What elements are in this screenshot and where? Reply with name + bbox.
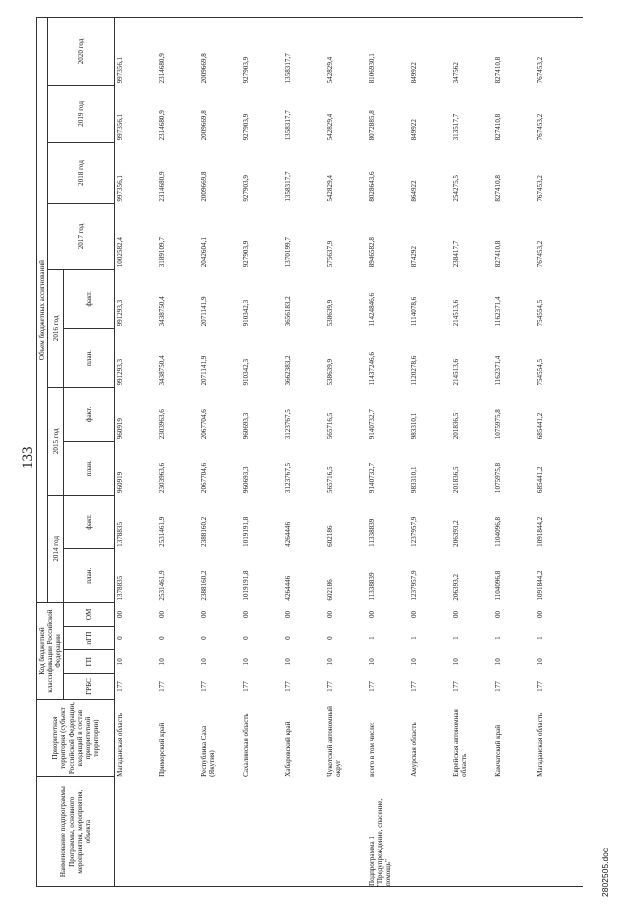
row-2016-plan: 3438750,4 — [158, 355, 167, 386]
row-code-om: 00 — [116, 610, 125, 618]
row-code-pgp: 0 — [242, 636, 251, 640]
row-2014-fact: 1237957,9 — [410, 516, 419, 547]
header-code-grbs: ГРБС — [64, 674, 115, 700]
row-2015-plan: 201836,5 — [452, 466, 461, 494]
row-2018: 2314680,9 — [158, 171, 167, 202]
document-filename-footer: 2802505.doc — [600, 847, 610, 897]
row-program-name — [535, 777, 583, 887]
row-code-pgp: 0 — [284, 636, 293, 640]
row-2015-fact: 983310,1 — [410, 412, 419, 440]
row-2016-fact: 538639,9 — [326, 299, 335, 327]
row-code-pgp: 0 — [158, 636, 167, 640]
row-2017: 927903,9 — [242, 240, 251, 268]
row-2019: 2009669,8 — [200, 110, 209, 141]
row-code-gp: 10 — [326, 658, 335, 666]
row-2016-fact: 3656183,2 — [284, 296, 293, 327]
row-2015-plan: 2303963,6 — [158, 462, 167, 494]
header-year-2018: 2018 год — [48, 142, 115, 203]
header-code-pgp: пГП — [64, 626, 115, 650]
row-2016-fact: 1162371,4 — [494, 296, 503, 327]
row-2018: 997356,1 — [116, 175, 125, 202]
row-code-pgp: 1 — [494, 636, 503, 640]
row-code-om: 00 — [242, 610, 251, 618]
row-code-om: 00 — [326, 610, 335, 618]
row-code-grbs: 177 — [410, 681, 419, 692]
row-2016-plan: 754554,5 — [536, 358, 545, 386]
table-row — [115, 18, 158, 887]
row-2015-plan: 685441,2 — [536, 466, 545, 494]
row-2019: 542829,4 — [326, 113, 335, 141]
row-2018: 1358317,7 — [284, 171, 293, 202]
table-row — [283, 18, 325, 887]
row-2019: 2314680,9 — [158, 110, 167, 141]
row-territory: Камчатский край — [494, 724, 503, 777]
row-2015-fact: 9140732,7 — [368, 409, 377, 440]
row-program-name: Подпрограмма 1 "Предупреждение, спасение, помощь" — [367, 777, 409, 887]
row-2016-plan: 1162371,4 — [494, 355, 503, 386]
row-territory: Магаданская область — [116, 712, 125, 777]
row-2019: 997356,1 — [116, 113, 125, 141]
table-body — [115, 18, 584, 887]
header-2015-plan: план. — [64, 441, 115, 495]
row-2016-fact: 991293,3 — [116, 299, 125, 327]
row-2015-plan: 3123767,5 — [284, 462, 293, 494]
row-2015-plan: 960693,3 — [242, 466, 251, 494]
row-2017: 1002582,4 — [116, 237, 125, 268]
row-2016-plan: 991293,3 — [116, 358, 125, 386]
row-2015-fact: 1075975,8 — [494, 409, 503, 440]
row-code-om: 00 — [452, 610, 461, 618]
row-2015-plan: 960919 — [116, 471, 125, 494]
row-code-grbs: 177 — [368, 681, 377, 692]
row-code-gp: 10 — [494, 658, 503, 666]
row-code-om: 00 — [200, 610, 209, 618]
header-2016-plan: план. — [64, 328, 115, 387]
row-2015-fact: 960919 — [116, 418, 125, 440]
row-territory: Хабаровский край — [284, 721, 293, 777]
row-2014-fact: 1091844,2 — [536, 516, 545, 547]
row-code-pgp: 1 — [452, 636, 461, 640]
row-2019: 849922 — [410, 119, 419, 141]
row-2014-plan: 1019191,8 — [242, 570, 251, 601]
row-code-grbs: 177 — [200, 681, 209, 692]
table-row — [367, 18, 409, 887]
row-territory: всего в том числе: — [368, 722, 377, 777]
row-code-om: 00 — [158, 610, 167, 618]
row-2018: 542829,4 — [326, 175, 335, 202]
row-2020: 2314680,9 — [157, 18, 199, 86]
row-2017: 2042604,1 — [200, 237, 209, 268]
table-row — [451, 18, 493, 887]
row-territory: Еврейская автономная область — [452, 709, 469, 777]
row-2015-fact: 201836,5 — [452, 412, 461, 440]
header-program-name: Наименование подпрограммы Программы, основного мероприятия, мероприятия, объекта — [37, 777, 115, 887]
row-2015-fact: 685441,2 — [536, 412, 545, 440]
row-2020: 1358317,7 — [283, 18, 325, 86]
row-2017: 874292 — [410, 245, 419, 268]
header-year-2017: 2017 год — [48, 204, 115, 270]
row-code-gp: 10 — [368, 658, 377, 666]
row-2014-plan: 1091844,2 — [536, 570, 545, 601]
row-2016-plan: 11437246,6 — [368, 352, 377, 386]
row-2015-plan: 1075975,8 — [494, 462, 503, 494]
row-2016-fact: 3438750,4 — [158, 296, 167, 327]
row-2014-fact: 1378835 — [116, 522, 125, 547]
row-2015-plan: 565716,5 — [326, 466, 335, 494]
row-code-grbs: 177 — [494, 681, 503, 692]
row-2020: 997356,1 — [115, 18, 158, 86]
row-code-grbs: 177 — [284, 681, 293, 692]
row-2015-plan: 983310,1 — [410, 466, 419, 494]
table-row — [157, 18, 199, 887]
row-territory: Чукотский автономный округ — [326, 706, 343, 777]
row-2017: 767453,2 — [536, 240, 545, 268]
row-code-pgp: 1 — [410, 636, 419, 640]
row-2018: 767453,2 — [536, 175, 545, 202]
row-code-gp: 10 — [452, 658, 461, 666]
row-2014-plan: 11338839 — [368, 572, 377, 601]
row-program-name — [325, 777, 367, 887]
row-2014-plan: 1104096,8 — [494, 570, 503, 601]
row-2016-plan: 2071141,9 — [200, 355, 209, 386]
row-2018: 927903,9 — [242, 175, 251, 202]
row-2020: 8106930,1 — [367, 18, 409, 86]
row-2020: 827410,8 — [493, 18, 535, 86]
header-year-2014: 2014 год — [48, 495, 64, 603]
row-2020: 542829,4 — [325, 18, 367, 86]
row-territory: Магаданская область — [536, 712, 545, 777]
row-code-om: 00 — [410, 610, 419, 618]
row-code-om: 00 — [368, 610, 377, 618]
row-code-grbs: 177 — [536, 681, 545, 692]
row-2017: 3189109,7 — [158, 237, 167, 268]
row-code-pgp: 1 — [536, 636, 545, 640]
row-2014-plan: 2531461,9 — [158, 570, 167, 601]
row-2014-fact: 4264446 — [284, 522, 293, 547]
row-2014-plan: 4264446 — [284, 575, 293, 601]
row-2020: 2009669,8 — [199, 18, 241, 86]
row-2014-fact: 2531461,9 — [158, 516, 167, 547]
table-row — [493, 18, 535, 887]
table-row — [199, 18, 241, 887]
header-code-om: ОМ — [64, 603, 115, 627]
row-2016-plan: 538639,9 — [326, 358, 335, 386]
row-2016-fact: 11424846,6 — [368, 292, 377, 327]
row-2014-plan: 206393,2 — [452, 573, 461, 601]
row-2016-plan: 1120278,6 — [410, 355, 419, 386]
row-2014-fact: 602186 — [326, 525, 335, 547]
row-2015-fact: 960693,3 — [242, 412, 251, 440]
row-code-pgp: 1 — [368, 636, 377, 640]
row-2019: 313517,7 — [452, 113, 461, 141]
row-2014-plan: 1237957,9 — [410, 570, 419, 601]
header-year-2020: 2020 год — [48, 18, 115, 86]
budget-allocation-table — [36, 17, 583, 887]
row-2020: 927903,9 — [241, 18, 283, 86]
row-2019: 767453,2 — [536, 113, 545, 141]
header-priority-territory: Приоритетная территория (субъект Российской Федерации, входящий в состав приоритетной территории) — [37, 699, 115, 776]
row-code-gp: 10 — [242, 658, 251, 666]
table-row — [325, 18, 367, 887]
row-2015-plan: 9140732,7 — [368, 462, 377, 494]
row-2015-fact: 2303963,6 — [158, 409, 167, 440]
header-budget-code: Код бюджетной классификации Российской Федерации — [37, 603, 64, 700]
row-code-grbs: 177 — [242, 681, 251, 692]
row-2015-fact: 3123767,5 — [284, 409, 293, 440]
row-code-om: 00 — [536, 610, 545, 618]
row-2014-plan: 602186 — [326, 579, 335, 601]
row-2017: 8946582,8 — [368, 237, 377, 268]
table-row — [409, 18, 451, 887]
row-code-pgp: 0 — [116, 636, 125, 640]
header-2015-fact: факт. — [64, 388, 115, 442]
row-2016-plan: 214513,6 — [452, 358, 461, 386]
header-code-gp: ГП — [64, 650, 115, 674]
row-code-grbs: 177 — [158, 681, 167, 692]
row-2019: 927903,9 — [242, 113, 251, 141]
row-program-name — [409, 777, 451, 887]
row-code-gp: 10 — [200, 658, 209, 666]
row-2018: 2009669,8 — [200, 171, 209, 202]
row-code-om: 00 — [284, 610, 293, 618]
row-code-pgp: 0 — [200, 636, 209, 640]
header-2014-plan: план. — [64, 549, 115, 603]
row-2020: 767453,2 — [535, 18, 583, 86]
row-2018: 254275,5 — [452, 175, 461, 202]
row-2016-fact: 2071141,9 — [200, 296, 209, 327]
row-2020: 849922 — [409, 18, 451, 86]
row-code-grbs: 177 — [326, 681, 335, 692]
row-2015-fact: 565716,5 — [326, 412, 335, 440]
header-year-2015: 2015 год — [48, 388, 64, 496]
row-territory: Сахалинская область — [242, 713, 251, 777]
row-code-gp: 10 — [158, 658, 167, 666]
row-territory: Республика Саха (Якутия) — [200, 725, 217, 777]
row-2015-fact: 2067704,6 — [200, 409, 209, 440]
row-2019: 1358317,7 — [284, 110, 293, 141]
row-2014-fact: 1104096,8 — [494, 516, 503, 547]
row-2014-fact: 11338839 — [368, 518, 377, 547]
row-program-name — [493, 777, 535, 887]
row-2018: 864922 — [410, 180, 419, 202]
row-2017: 575637,9 — [326, 240, 335, 268]
row-2014-fact: 2388160,2 — [200, 516, 209, 547]
table-row — [241, 18, 283, 887]
row-program-name — [157, 777, 199, 887]
row-2016-fact: 214513,6 — [452, 299, 461, 327]
row-territory: Приморский край — [158, 722, 167, 777]
row-2016-fact: 910342,3 — [242, 299, 251, 327]
row-code-gp: 10 — [410, 658, 419, 666]
header-year-2016: 2016 год — [48, 269, 64, 387]
row-2014-plan: 2388160,2 — [200, 570, 209, 601]
row-2014-plan: 1378835 — [116, 575, 125, 601]
row-code-gp: 10 — [116, 658, 125, 666]
row-territory: Амурская область — [410, 722, 419, 777]
row-2017: 1370199,7 — [284, 237, 293, 268]
row-code-om: 00 — [494, 610, 503, 618]
table-row — [535, 18, 583, 887]
row-program-name — [115, 777, 158, 887]
row-2019: 8072885,8 — [368, 110, 377, 141]
row-2018: 827410,8 — [494, 175, 503, 202]
header-year-2019: 2019 год — [48, 85, 115, 142]
row-program-name — [451, 777, 493, 887]
row-program-name — [241, 777, 283, 887]
row-2018: 8028643,6 — [368, 171, 377, 202]
header-allocations: Объем бюджетных ассигнований — [37, 18, 48, 603]
row-program-name — [283, 777, 325, 887]
row-2019: 827410,8 — [494, 113, 503, 141]
row-2016-plan: 3662383,2 — [284, 355, 293, 386]
row-code-gp: 10 — [284, 658, 293, 666]
row-2014-fact: 206393,2 — [452, 520, 461, 547]
header-2014-fact: факт. — [64, 495, 115, 549]
row-2017: 238417,7 — [452, 240, 461, 268]
row-2015-plan: 2067704,6 — [200, 462, 209, 494]
row-code-grbs: 177 — [116, 681, 125, 692]
row-2020: 347562 — [451, 18, 493, 86]
row-2016-plan: 910342,3 — [242, 358, 251, 386]
row-code-grbs: 177 — [452, 681, 461, 692]
row-2014-fact: 1019191,8 — [242, 516, 251, 547]
row-code-gp: 10 — [536, 658, 545, 666]
header-2016-fact: факт. — [64, 269, 115, 328]
row-program-name — [199, 777, 241, 887]
page-number: 133 — [20, 446, 36, 469]
row-code-pgp: 0 — [326, 636, 335, 640]
row-2017: 827410,8 — [494, 240, 503, 268]
row-2016-fact: 754554,5 — [536, 299, 545, 327]
row-2016-fact: 1114078,6 — [410, 296, 419, 327]
